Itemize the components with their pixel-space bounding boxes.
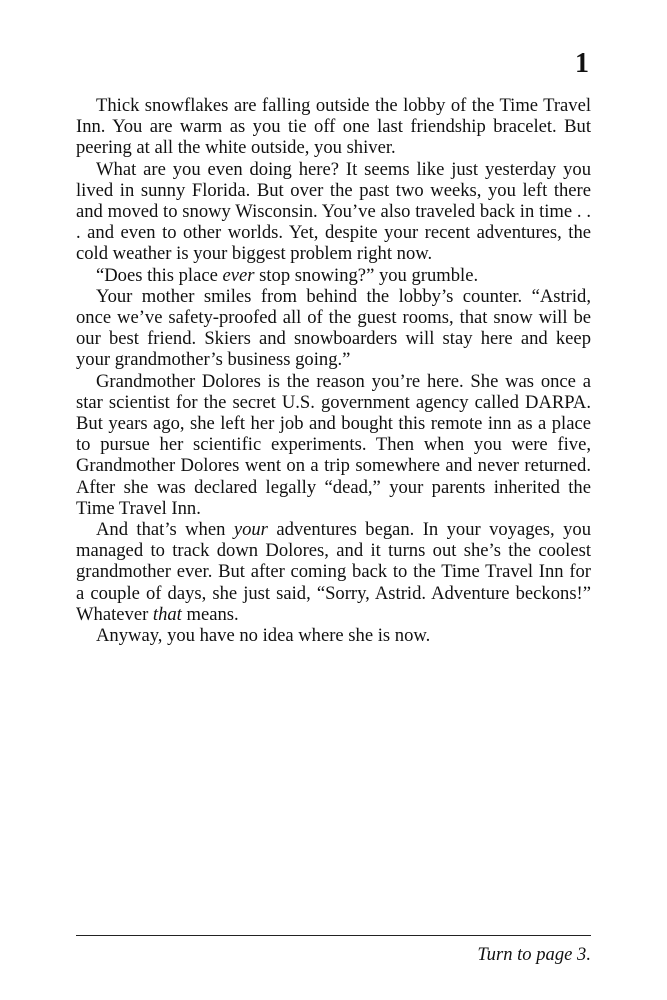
footer-divider [76,935,591,936]
paragraph-text: adventures began. In your voyages, you managed to track down Dolores, and it turns out she’s the coolest grandmother ever. But after coming back to the Time Travel Inn for a couple of days, she just said, “Sorry, Astrid. Adventure beckons!” Whatever [76,519,591,625]
paragraph-text: And that’s when [96,519,234,541]
emphasized-text: that [152,603,182,625]
paragraph-text: stop snowing?” you grumble. [254,264,479,286]
emphasized-text: your [233,519,268,541]
paragraph-text: Anyway, you have no idea where she is now. [96,625,431,647]
story-paragraph [76,265,591,286]
story-paragraph [76,95,591,159]
story-paragraph [76,625,591,646]
story-paragraph [76,519,591,625]
paragraph-text: “Does this place [96,264,223,286]
page-number: 1 [575,48,589,79]
emphasized-text: ever [222,264,255,286]
paragraph-text: means. [181,603,239,625]
turn-to-page-instruction: Turn to page 3. [477,944,591,965]
paragraph-text: What are you even doing here? It seems like just yesterday you lived in sunny Florida. But over the past two weeks, you left there and moved to snowy Wisconsin. You’ve also traveled back in time . . . and even to other worlds. Yet, despite your recent adventures, the cold weather is your biggest problem right now. [76,158,591,265]
paragraph-text: Grandmother Dolores is the reason you’re here. She was once a star scientist for the secret U.S. government agency called DARPA. But years ago, she left her job and bought this remote inn as a place to pursue her scientific experiments. Then when you were five, Grandmother Dolores went on a trip somewhere and never returned. After she was declared legally “dead,” your parents inherited the Time Travel Inn. [76,370,591,519]
story-paragraph [76,159,591,265]
paragraph-text: Thick snowflakes are falling outside the lobby of the Time Travel Inn. You are warm as you tie off one last friendship bracelet. But peering at all the white outside, you shiver. [76,95,591,159]
story-paragraph [76,371,591,519]
story-paragraph [76,286,591,371]
story-text [76,95,591,646]
paragraph-text: Your mother smiles from behind the lobby’s counter. “Astrid, once we’ve safety-proofed all of the guest rooms, that snow will be our best friend. Skiers and snowboarders will stay here and keep your grandmother’s business going.” [76,285,591,371]
